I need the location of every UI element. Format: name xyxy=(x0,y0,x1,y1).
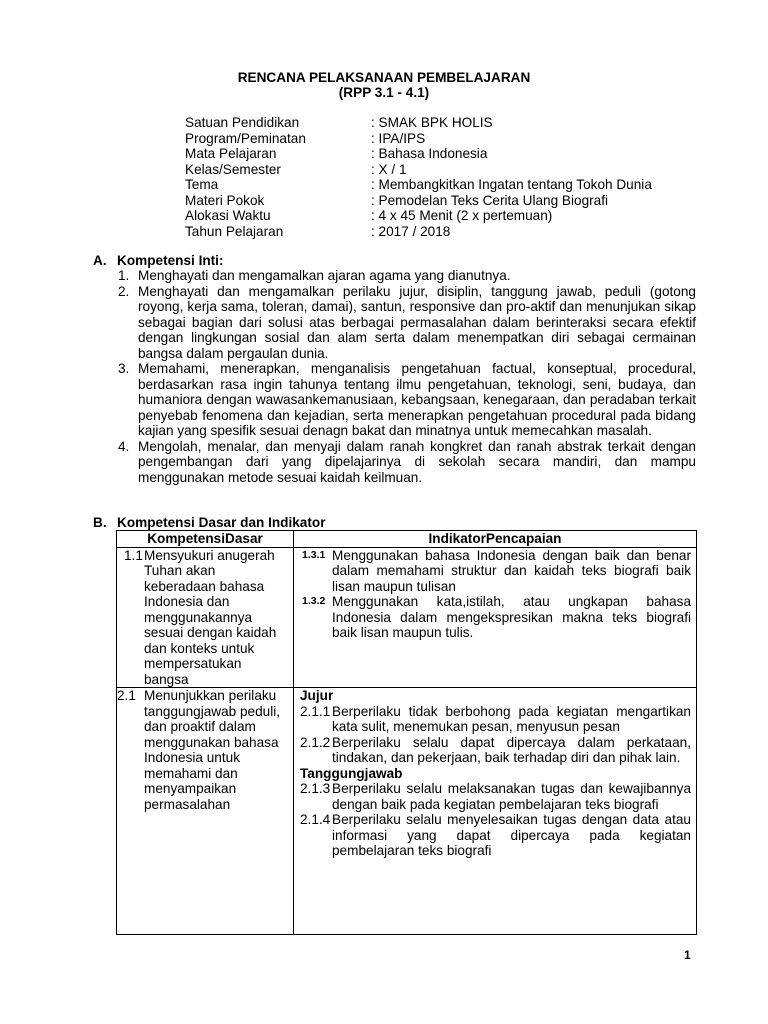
info-row-program: Program/Peminatan : IPA/IPS xyxy=(185,130,426,146)
document-subtitle: (RPP 3.1 - 4.1) xyxy=(338,85,430,100)
table-row xyxy=(117,688,697,935)
info-row-tema: Tema : Membangkitkan Ingatan tentang Tokoh Dunia xyxy=(185,177,652,192)
column-header: KompetensiDasar xyxy=(117,531,294,548)
indicator-item: 2.1.3 Berperilaku selalu melaksanakan tugas dan kewajibannya dengan baik pada kegiatan pembelajaran teks biografi xyxy=(300,781,691,812)
indicator-item: 2.1.1 Berperilaku tidak berbohong pada kegiatan mengartikan kata sulit, menemukan pesan, menyusun pesan xyxy=(300,703,691,734)
kd-cell: 1.1 Mensyukuri anugerah Tuhan akan keberadaan bahasa Indonesia dan menggunakannya sesuai dengan kaidah dan konteks untuk mempersatukan bangsa xyxy=(117,547,294,688)
section-b-heading: B. Kompetensi Dasar dan Indikator xyxy=(93,515,326,530)
kd-cell: 2.1 Menunjukkan perilaku tanggungjawab peduli, dan proaktif dalam menggunakan bahasa Indonesia untuk memahami dan menyampaikan permasalahan xyxy=(117,688,294,935)
section-a-heading: A. Kompetensi Inti: xyxy=(93,253,224,268)
info-row-tahun: Tahun Pelajaran : 2017 / 2018 xyxy=(185,223,451,239)
info-row-materi: Materi Pokok : Pemodelan Teks Cerita Ulang Biografi xyxy=(185,192,609,208)
indicator-item: 1.3.1 Menggunakan bahasa Indonesia dengan baik dan benar dalam memahami struktur dan kaidah teks biografi baik lisan maupun tulisan xyxy=(302,547,691,594)
info-row-alokasi: Alokasi Waktu : 4 x 45 Menit (2 x pertemuan) xyxy=(185,208,553,223)
group-title-tanggungjawab: Tanggungjawab xyxy=(300,765,403,781)
indicator-item: 2.1.2 Berperilaku selalu dapat dipercaya dalam perkataan, tindakan, dan pekerjaan, baik terhadap diri dan pihak lain. xyxy=(300,734,691,765)
kompetensi-inti-list xyxy=(118,268,696,485)
table-header-row xyxy=(117,531,697,548)
group-title-jujur: Jujur xyxy=(300,688,334,703)
indicator-item: 2.1.4 Berperilaku selalu menyelesaikan tugas dengan data atau informasi yang dapat dipercaya pada kegiatan pembelajaran teks biografi xyxy=(300,812,691,858)
indicator-cell xyxy=(294,547,697,688)
list-item: 4. Mengolah, menalar, dan menyaji dalam ranah kongkret dan ranah abstrak terkait dengan pengembangan dari yang dipelajarinya di sekolah secara mandiri, dan mampu menggunakan metode sesuai kaidah keilmuan. xyxy=(118,438,696,485)
info-row-kelas: Kelas/Semester : X / 1 xyxy=(185,161,407,177)
kompetensi-dasar-table xyxy=(116,530,697,935)
page-number: 1 xyxy=(684,948,691,962)
list-item: 3. Memahami, menerapkan, menganalisis pengetahuan factual, konseptual, procedural, berdasarkan rasa ingin tahunya tentang ilmu pengetahuan, teknologi, seni, budaya, dan humaniora dengan wawasankemanusiaan, kebangsaan, kenegaraan, dan peradaban terkait penyebab fenomena dan kejadian, serta menerapkan pengetahuan procedural pada bidang kajian yang spesifik sesuai denagn bakat dan minatnya untuk memecahkan masalah. xyxy=(118,361,696,438)
column-header: IndikatorPencapaian xyxy=(294,531,697,548)
document-title: RENCANA PELAKSANAAN PEMBELAJARAN xyxy=(237,70,531,85)
info-row-satuan: Satuan Pendidikan : SMAK BPK HOLIS xyxy=(185,115,493,130)
indicator-item: 1.3.2 Menggunakan kata,istilah, atau ungkapan bahasa Indonesia dalam mengekspresikan makna teks biografi baik lisan maupun tulis. xyxy=(302,594,691,640)
info-row-mapel: Mata Pelajaran : Bahasa Indonesia xyxy=(185,146,488,161)
list-item: 2. Menghayati dan mengamalkan perilaku jujur, disiplin, tanggung jawab, peduli (gotong royong, kerja sama, toleran, damai), santun, responsive dan pro-aktif dan menunjukan sikap sebagai bagian dari solusi atas berbagai permasalahan dalam berinteraksi secara efektif dengan lingkungan sosial dan alam serta dalam menempatkan diri sebagai cermainan bangsa dalam pergaulan dunia. xyxy=(118,283,696,361)
indicator-cell xyxy=(294,688,697,935)
identity-block xyxy=(185,115,652,239)
table-row xyxy=(117,547,697,688)
list-item: 1. Menghayati dan mengamalkan ajaran agama yang dianutnya. xyxy=(118,268,511,283)
